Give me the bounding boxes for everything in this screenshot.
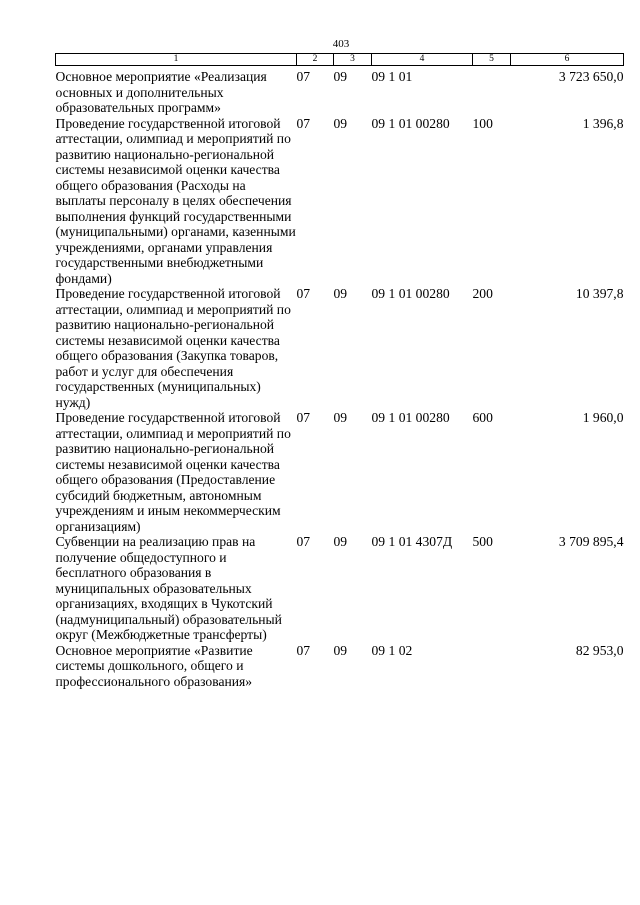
row-target-article: 09 1 01 00280 <box>371 115 450 131</box>
row-expense-type: 100 <box>472 115 493 131</box>
row-name: Субвенции на реализацию прав на получение общедоступного и бесплатного образования в муниципальных образовательных организациях, входящих в Чукотский (надмуниципальный) образовательный округ (Межбюджетные трансферты) <box>55 534 282 642</box>
column-header-6: 6 <box>511 54 624 66</box>
row-amount: 1 396,8 <box>582 115 624 131</box>
column-header-1: 1 <box>56 54 297 66</box>
row-target-article: 09 1 01 <box>371 69 413 84</box>
row-name: Основное мероприятие «Реализация основных и дополнительных образовательных программ» <box>55 69 267 115</box>
column-header-3: 3 <box>334 54 372 66</box>
row-target-article: 09 1 01 00280 <box>371 286 450 301</box>
row-amount: 3 709 895,4 <box>558 534 624 549</box>
row-name: Проведение государственной итоговой аттестации, олимпиад и мероприятий по развитию национально-региональной системы независимой оценки качества общего образования (Предоставление субсидий бюджетным, автономным учреждениям и иным некоммерческим организациям) <box>55 410 291 534</box>
row-subsection-code: 09 <box>333 534 348 549</box>
row-target-article: 09 1 01 4307Д <box>371 534 453 549</box>
row-expense-type <box>473 643 511 690</box>
row-expense-type: 200 <box>472 286 493 301</box>
row-amount: 3 723 650,0 <box>558 69 624 84</box>
row-amount: 82 953,0 <box>575 642 624 658</box>
row-target-article: 09 1 01 00280 <box>371 410 450 425</box>
row-target-article: 09 1 02 <box>371 642 413 658</box>
row-name: Проведение государственной итоговой аттестации, олимпиад и мероприятий по развитию национально-региональной системы независимой оценки качества общего образования (Расходы на выплаты персоналу в целях обеспечения выполнения функций государственными (муниципальными) органами, казенными учреждениями, органами управления государственными внебюджетными фондами) <box>55 115 296 286</box>
row-section-code: 07 <box>296 534 311 549</box>
row-expense-type: 600 <box>472 410 493 425</box>
column-number-header-row <box>56 54 624 66</box>
row-section-code: 07 <box>296 69 311 84</box>
row-name: Проведение государственной итоговой аттестации, олимпиад и мероприятий по развитию национально-региональной системы независимой оценки качества общего образования (Закупка товаров, работ и услуг для обеспечения государственных (муниципальных) нужд) <box>55 286 291 410</box>
row-amount: 1 960,0 <box>582 410 624 425</box>
row-subsection-code: 09 <box>333 642 348 658</box>
row-subsection-code: 09 <box>333 286 348 301</box>
row-name: Основное мероприятие «Развитие системы дошкольного, общего и профессионального образования» <box>55 642 253 689</box>
row-subsection-code: 09 <box>333 69 348 84</box>
table-row <box>56 410 624 534</box>
row-section-code: 07 <box>296 286 311 301</box>
table-row <box>56 286 624 410</box>
column-header-2: 2 <box>297 54 334 66</box>
column-header-5: 5 <box>473 54 511 66</box>
table-row <box>56 116 624 287</box>
table-row <box>56 534 624 643</box>
table-row <box>56 66 624 116</box>
row-subsection-code: 09 <box>333 115 348 131</box>
row-expense-type <box>473 66 511 116</box>
row-subsection-code: 09 <box>333 410 348 425</box>
row-amount: 10 397,8 <box>575 286 624 301</box>
table-row <box>56 643 624 690</box>
row-expense-type: 500 <box>472 534 493 549</box>
row-section-code: 07 <box>296 410 311 425</box>
row-section-code: 07 <box>296 115 311 131</box>
budget-table <box>55 53 624 689</box>
row-section-code: 07 <box>296 642 311 658</box>
page-number: 403 <box>332 38 350 50</box>
column-header-4: 4 <box>372 54 473 66</box>
